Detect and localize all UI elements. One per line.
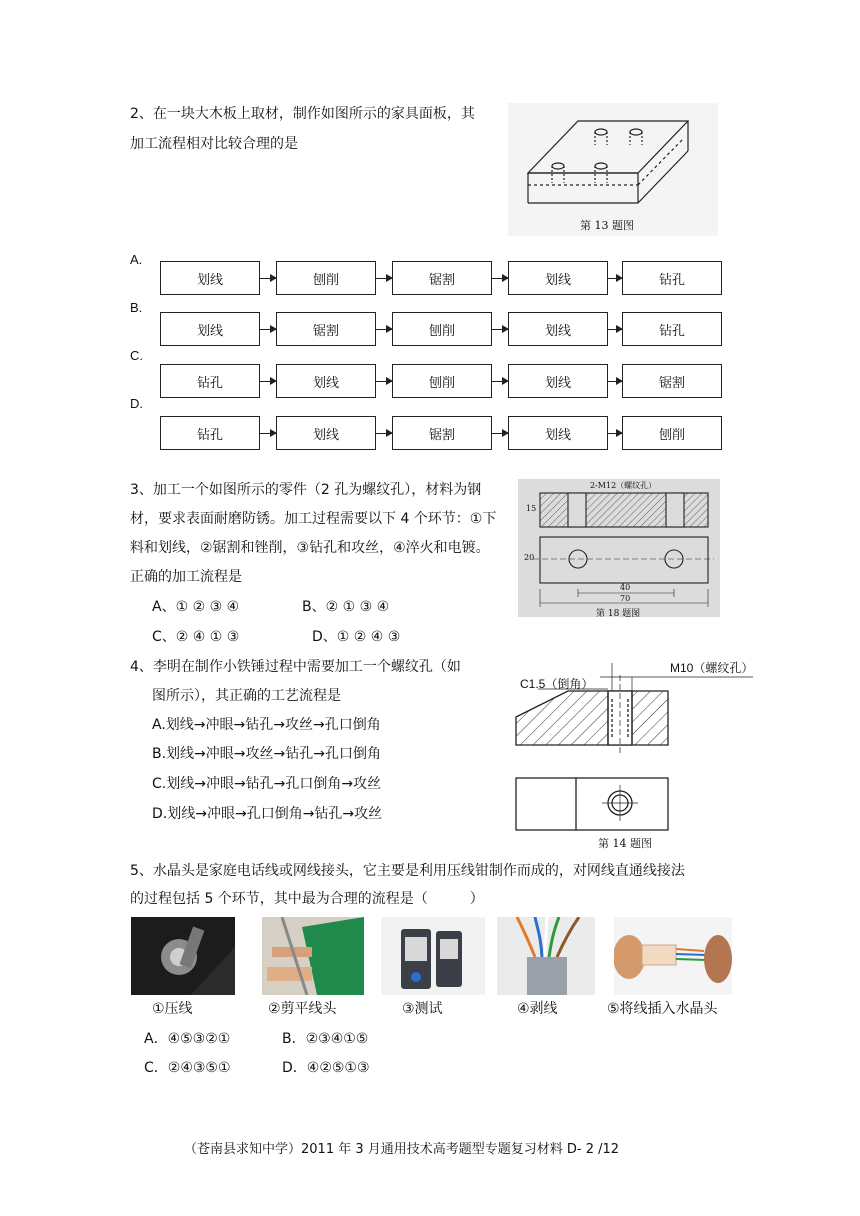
flow-arrow — [376, 381, 392, 382]
q5-option-b[interactable]: B．②③④①⑤ — [282, 1031, 369, 1047]
q4-option-d[interactable]: D.划线→冲眼→孔口倒角→钻孔→攻丝 — [152, 806, 383, 822]
page-footer: （苍南县求知中学）2011 年 3 月通用技术高考题型专题复习材料 D- 2 /12 — [184, 1142, 620, 1157]
q2-option-a-step-box: 钻孔 — [622, 261, 722, 295]
q2-option-c-step-box: 锯割 — [622, 364, 722, 398]
q5-option-a[interactable]: A．④⑤③②① — [144, 1031, 231, 1047]
flow-arrow — [492, 278, 508, 279]
q3-line4: 正确的加工流程是 — [130, 569, 242, 585]
q5-line1: 5、水晶头是家庭电话线或网线接头，它主要是利用压线钳制作而成的，对网线直通线接法 — [130, 863, 685, 879]
q2-option-d-step-box: 刨削 — [622, 416, 722, 450]
q3-fig-dim-15: 15 — [526, 504, 537, 513]
q3-fig-dim-40: 40 — [620, 583, 631, 592]
q5-photo-trimming — [262, 917, 364, 995]
q3-fig-dim-20: 20 — [524, 553, 535, 562]
flow-arrow — [376, 329, 392, 330]
q2-option-c-step-box: 刨削 — [392, 364, 492, 398]
q4-label-m10: M10（螺纹孔） — [670, 661, 754, 675]
flow-arrow — [608, 278, 622, 279]
flow-arrow — [608, 433, 622, 434]
flow-arrow — [260, 433, 276, 434]
q2-figure-caption: 第 13 题图 — [580, 219, 634, 232]
q5-caption-3: ③测试 — [402, 1001, 443, 1017]
flow-arrow — [608, 329, 622, 330]
q2-option-b-step-box: 划线 — [508, 312, 608, 346]
q2-option-c-letter[interactable]: C. — [130, 348, 143, 363]
q5-caption-5: ⑤将线插入水晶头 — [607, 1001, 718, 1017]
q2-option-a-letter[interactable]: A. — [130, 252, 143, 267]
q4-option-c[interactable]: C.划线→冲眼→钻孔→孔口倒角→攻丝 — [152, 776, 382, 792]
flow-arrow — [492, 329, 508, 330]
flow-arrow — [260, 278, 276, 279]
q3-line2: 材，要求表面耐磨防锈。加工过程需要以下 4 个环节：①下 — [130, 511, 497, 527]
q2-line2: 加工流程相对比较合理的是 — [130, 136, 298, 152]
q5-photo-crimping — [131, 917, 235, 995]
q3-line3: 料和划线，②锯割和锉削，③钻孔和攻丝，④淬火和电镀。 — [130, 540, 490, 556]
q2-option-a-step-box: 锯割 — [392, 261, 492, 295]
q4-line2: 图所示），其正确的工艺流程是 — [152, 688, 341, 704]
q3-option-b[interactable]: B、② ① ③ ④ — [302, 599, 390, 615]
q2-option-b-step-box: 划线 — [160, 312, 260, 346]
q5-photo-inserting — [614, 917, 732, 995]
q5-caption-4: ④剥线 — [517, 1001, 558, 1017]
q2-option-d-letter[interactable]: D. — [130, 396, 143, 411]
q4-option-a[interactable]: A.划线→冲眼→钻孔→攻丝→孔口倒角 — [152, 717, 381, 733]
q3-figure-caption: 第 18 题图 — [596, 609, 641, 619]
q2-option-b-step-box: 刨削 — [392, 312, 492, 346]
q2-option-b-step-box: 锯割 — [276, 312, 376, 346]
q5-photo-tester — [381, 917, 485, 995]
q3-option-a[interactable]: A、① ② ③ ④ — [152, 599, 240, 615]
q2-option-c-step-box: 划线 — [276, 364, 376, 398]
q2-option-d-step-box: 钻孔 — [160, 416, 260, 450]
q3-option-d[interactable]: D、① ② ④ ③ — [312, 629, 401, 645]
q4-line1: 4、李明在制作小铁锤过程中需要加工一个螺纹孔（如 — [130, 659, 461, 675]
q2-option-a-step-box: 刨削 — [276, 261, 376, 295]
flow-arrow — [608, 381, 622, 382]
flow-arrow — [376, 433, 392, 434]
flow-arrow — [492, 433, 508, 434]
flow-arrow — [260, 381, 276, 382]
q5-option-c[interactable]: C．②④③⑤① — [144, 1060, 231, 1076]
q2-option-d-step-box: 划线 — [276, 416, 376, 450]
q5-line2: 的过程包括 5 个环节，其中最为合理的流程是（ ） — [130, 891, 484, 907]
q2-option-a-step-box: 划线 — [160, 261, 260, 295]
q2-line1: 2、在一块大木板上取材，制作如图所示的家具面板，其 — [130, 106, 475, 122]
q2-option-d-step-box: 划线 — [508, 416, 608, 450]
q3-figure — [518, 479, 720, 617]
flow-arrow — [260, 329, 276, 330]
q2-option-c-step-box: 划线 — [508, 364, 608, 398]
flow-arrow — [376, 278, 392, 279]
q4-figure — [508, 655, 758, 850]
q2-option-b-step-box: 钻孔 — [622, 312, 722, 346]
q2-option-a-step-box: 划线 — [508, 261, 608, 295]
q2-option-c-step-box: 钻孔 — [160, 364, 260, 398]
q2-option-d-step-box: 锯割 — [392, 416, 492, 450]
q3-fig-label-top: 2-M12（螺纹孔） — [590, 481, 657, 490]
flow-arrow — [492, 381, 508, 382]
q3-line1: 3、加工一个如图所示的零件（2 孔为螺纹孔），材料为钢 — [130, 482, 482, 498]
q4-label-c15: C1.5（倒角） — [520, 677, 594, 691]
q5-photo-stripping — [497, 917, 595, 995]
q5-caption-1: ①压线 — [152, 1001, 193, 1017]
q5-caption-2: ②剪平线头 — [268, 1001, 337, 1017]
q2-option-b-letter[interactable]: B. — [130, 300, 143, 315]
q4-option-b[interactable]: B.划线→冲眼→攻丝→钻孔→孔口倒角 — [152, 746, 381, 762]
q3-option-c[interactable]: C、② ④ ① ③ — [152, 629, 240, 645]
q4-figure-caption: 第 14 题图 — [598, 837, 652, 850]
q5-option-d[interactable]: D．④②⑤①③ — [282, 1060, 370, 1076]
q3-fig-dim-70: 70 — [620, 594, 631, 603]
q2-figure — [508, 103, 718, 236]
